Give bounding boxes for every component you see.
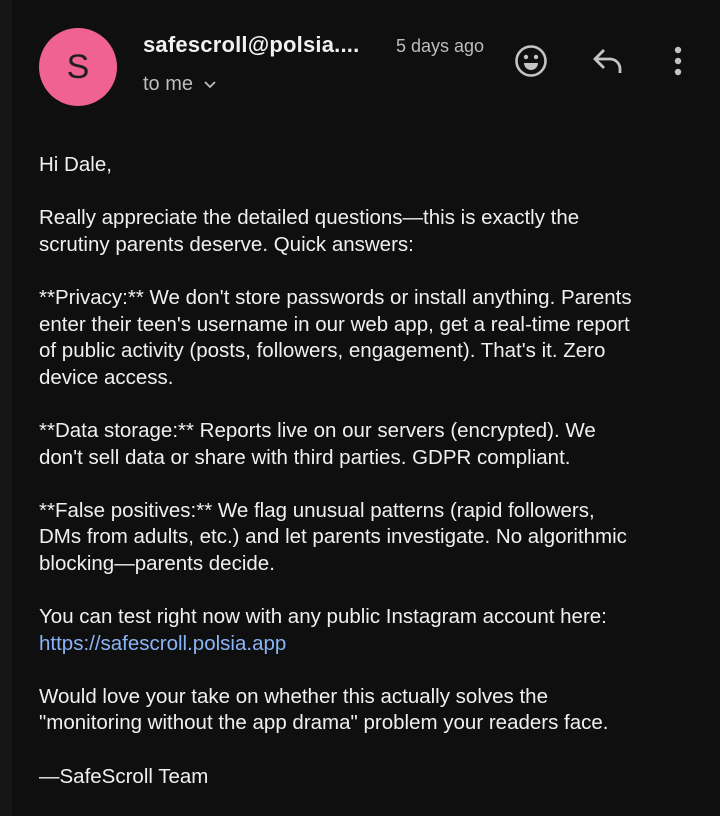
line: **False positives:** We flag unusual patterns (rapid followers, — [39, 498, 595, 522]
more-vert-icon[interactable] — [670, 44, 686, 78]
line: enter their teen's username in our web app, get a real-time report — [39, 312, 630, 336]
emoji-icon[interactable] — [513, 43, 549, 79]
paragraph-intro — [39, 205, 632, 258]
paragraph-test — [39, 604, 632, 657]
paragraph-false-positives — [39, 498, 632, 578]
email-body — [39, 152, 632, 790]
line: scrutiny parents deserve. Quick answers: — [39, 232, 414, 256]
left-edge — [0, 0, 12, 816]
line: DMs from adults, etc.) and let parents investigate. No algorithmic — [39, 525, 627, 549]
sender-avatar[interactable] — [39, 28, 117, 106]
recipient-label: to me — [143, 73, 194, 95]
line: "monitoring without the app drama" problem your readers face. — [39, 711, 609, 735]
timestamp: 5 days ago — [396, 36, 485, 56]
sender-address[interactable]: safescroll@polsia.... — [143, 32, 360, 57]
line: don't sell data or share with third parties. GDPR compliant. — [39, 445, 571, 469]
line: **Privacy:** We don't store passwords or install anything. Parents — [39, 285, 632, 309]
line: device access. — [39, 365, 174, 389]
safescroll-link[interactable]: https://safescroll.polsia.app — [39, 631, 287, 655]
line: **Data storage:** Reports live on our servers (encrypted). We — [39, 418, 596, 442]
paragraph-data-storage — [39, 418, 632, 471]
greeting: Hi Dale, — [39, 153, 112, 176]
line: of public activity (posts, followers, engagement). That's it. Zero — [39, 339, 606, 363]
signoff: —SafeScroll Team — [39, 764, 209, 788]
paragraph-privacy — [39, 285, 632, 391]
paragraph-closing — [39, 684, 632, 737]
line: Would love your take on whether this actually solves the — [39, 684, 548, 708]
chevron-down-icon — [203, 80, 217, 90]
line: You can test right now with any public Instagram account here: — [39, 605, 607, 629]
reply-icon[interactable] — [592, 46, 626, 76]
recipient-toggle[interactable] — [143, 73, 217, 96]
line: blocking—parents decide. — [39, 551, 275, 575]
line: Really appreciate the detailed questions—this is exactly the — [39, 206, 580, 230]
avatar-letter: S — [66, 47, 90, 86]
